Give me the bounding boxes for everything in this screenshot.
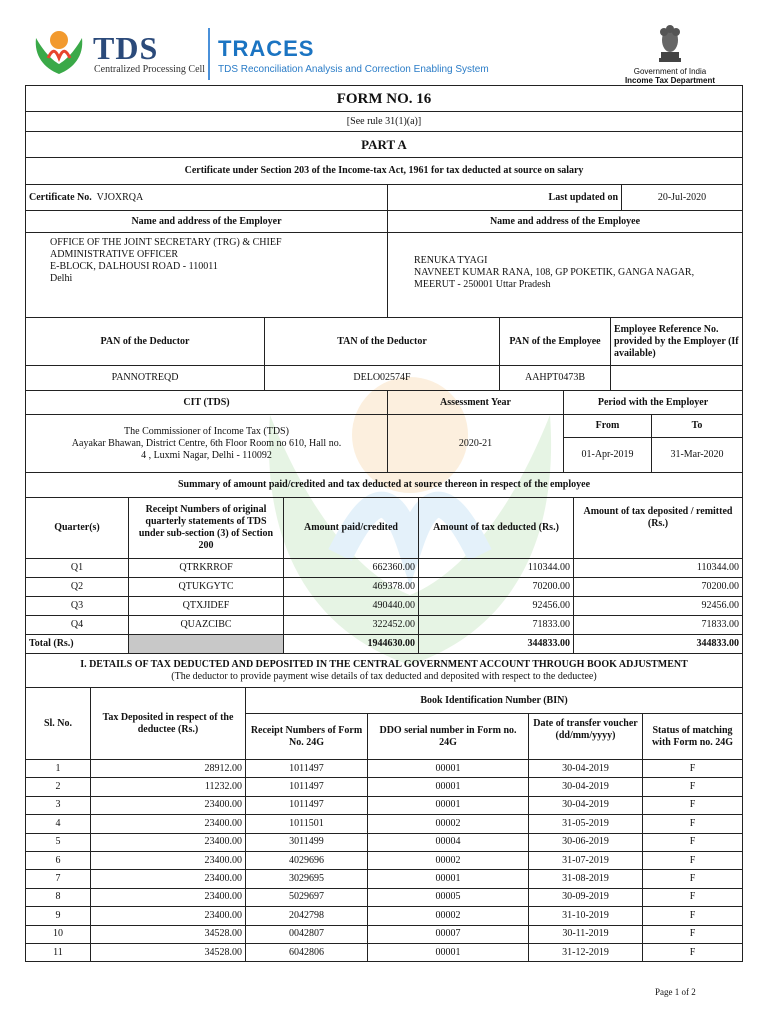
tax-cell: 23400.00 bbox=[91, 815, 246, 833]
table-row bbox=[26, 833, 743, 851]
sl-cell: 4 bbox=[26, 815, 91, 833]
employer-heading: Name and address of the Employer bbox=[26, 211, 388, 233]
cit-address-line: 4 , Luxmi Nagar, Delhi - 110092 bbox=[141, 449, 272, 461]
form-rule: [See rule 31(1)(a)] bbox=[26, 112, 743, 132]
cit-table bbox=[25, 390, 743, 498]
date-cell: 31-08-2019 bbox=[529, 870, 643, 888]
to-label: To bbox=[652, 416, 742, 438]
deducted-cell: 71833.00 bbox=[419, 616, 574, 635]
table-row bbox=[26, 851, 743, 869]
tax-cell: 23400.00 bbox=[91, 888, 246, 906]
tax-cell: 23400.00 bbox=[91, 907, 246, 925]
certificate-label: Certificate No. bbox=[29, 191, 92, 203]
deposited-cell: 92456.00 bbox=[574, 597, 743, 616]
total-deposited: 344833.00 bbox=[574, 635, 743, 654]
cit-address bbox=[26, 415, 388, 473]
receipt-cell: 5029697 bbox=[246, 888, 368, 906]
deducted-cell: 70200.00 bbox=[419, 578, 574, 597]
emp-ref bbox=[611, 366, 743, 391]
deposited-cell: 110344.00 bbox=[574, 559, 743, 578]
ddo-cell: 00002 bbox=[368, 851, 529, 869]
ddo-cell: 00004 bbox=[368, 833, 529, 851]
tds-brand: TDS bbox=[93, 30, 159, 66]
part-title: PART A bbox=[26, 132, 743, 158]
receipt-cell: 3029695 bbox=[246, 870, 368, 888]
bin-header-sl: Sl. No. bbox=[26, 688, 91, 760]
quarter-cell: Q3 bbox=[26, 597, 129, 616]
period-from bbox=[564, 415, 652, 473]
sl-cell: 9 bbox=[26, 907, 91, 925]
assessment-label: Assessment Year bbox=[388, 391, 564, 415]
cit-address-line: Aayakar Bhawan, District Centre, 6th Floor Room no 610, Hall no. bbox=[71, 437, 342, 449]
total-paid: 1944630.00 bbox=[284, 635, 419, 654]
pan-employee-label: PAN of the Employee bbox=[500, 318, 611, 366]
gov-line1: Government of India bbox=[633, 67, 707, 76]
date-cell: 31-12-2019 bbox=[529, 943, 643, 961]
receipt-cell: 2042798 bbox=[246, 907, 368, 925]
employer-address-line: E-BLOCK, DALHOUSI ROAD - 110011 bbox=[50, 261, 218, 272]
quarter-cell: Q4 bbox=[26, 616, 129, 635]
tax-cell: 34528.00 bbox=[91, 943, 246, 961]
traces-subtitle: TDS Reconciliation Analysis and Correction Enabling System bbox=[218, 64, 489, 75]
form-16 bbox=[25, 85, 742, 962]
summary-header-quarter: Quarter(s) bbox=[26, 498, 129, 559]
table-row bbox=[26, 796, 743, 814]
period-to bbox=[652, 415, 743, 473]
total-label: Total (Rs.) bbox=[26, 635, 129, 654]
table-row bbox=[26, 888, 743, 906]
tax-cell: 23400.00 bbox=[91, 870, 246, 888]
employer-address bbox=[26, 233, 388, 318]
tax-cell: 23400.00 bbox=[91, 796, 246, 814]
pan-tan-table bbox=[25, 317, 743, 391]
cit-address-line: The Commissioner of Income Tax (TDS) bbox=[124, 425, 289, 437]
sl-cell: 3 bbox=[26, 796, 91, 814]
certificate-no: VJOXRQA bbox=[96, 191, 144, 203]
date-cell: 31-07-2019 bbox=[529, 851, 643, 869]
table-row bbox=[26, 616, 743, 635]
bin-table bbox=[25, 687, 743, 962]
sl-cell: 7 bbox=[26, 870, 91, 888]
ddo-cell: 00002 bbox=[368, 815, 529, 833]
status-cell: F bbox=[643, 907, 743, 925]
tds-subtitle: Centralized Processing Cell bbox=[94, 64, 206, 75]
sl-cell: 11 bbox=[26, 943, 91, 961]
ddo-cell: 00001 bbox=[368, 796, 529, 814]
section1-subheading: (The deductor to provide payment wise details of tax deducted and deposited with respect to the deductee) bbox=[171, 670, 597, 682]
bin-header-bin: Book Identification Number (BIN) bbox=[246, 688, 743, 714]
sl-cell: 2 bbox=[26, 778, 91, 796]
table-row bbox=[26, 943, 743, 961]
bin-header-ddo: DDO serial number in Form no. 24G bbox=[368, 714, 529, 760]
summary-heading: Summary of amount paid/credited and tax deducted at source thereon in respect of the employee bbox=[26, 473, 743, 498]
receipt-cell: QTRKRROF bbox=[129, 559, 284, 578]
bin-rows bbox=[26, 760, 743, 962]
paid-cell: 490440.00 bbox=[284, 597, 419, 616]
last-updated-label: Last updated on bbox=[388, 185, 622, 211]
period-from-value: 01-Apr-2019 bbox=[581, 448, 634, 460]
total-receipt-blank bbox=[129, 635, 284, 654]
tan-deductor: DELO02574F bbox=[265, 366, 500, 391]
summary-header-paid: Amount paid/credited bbox=[284, 498, 419, 559]
pan-deductor-label: PAN of the Deductor bbox=[26, 318, 265, 366]
table-row bbox=[26, 559, 743, 578]
table-row bbox=[26, 870, 743, 888]
assessment-year: 2020-21 bbox=[388, 415, 564, 473]
tds-logo-icon bbox=[30, 28, 88, 76]
ddo-cell: 00002 bbox=[368, 907, 529, 925]
status-cell: F bbox=[643, 870, 743, 888]
form-header-table bbox=[25, 85, 743, 318]
summary-header-deposited: Amount of tax deposited / remitted (Rs.) bbox=[574, 498, 743, 559]
employer-address-line: ADMINISTRATIVE OFFICER bbox=[50, 249, 179, 260]
table-row bbox=[26, 925, 743, 943]
receipt-cell: QTUKGYTC bbox=[129, 578, 284, 597]
summary-table bbox=[25, 497, 743, 688]
employee-address-line: RENUKA TYAGI bbox=[414, 255, 488, 266]
deposited-cell: 71833.00 bbox=[574, 616, 743, 635]
ddo-cell: 00001 bbox=[368, 760, 529, 778]
employer-address-line: Delhi bbox=[50, 273, 73, 284]
date-cell: 31-05-2019 bbox=[529, 815, 643, 833]
receipt-cell: 3011499 bbox=[246, 833, 368, 851]
quarter-cell: Q1 bbox=[26, 559, 129, 578]
tax-cell: 23400.00 bbox=[91, 851, 246, 869]
traces-brand: TRACES bbox=[218, 36, 315, 61]
government-label bbox=[620, 67, 720, 85]
from-label: From bbox=[564, 416, 651, 438]
section1-heading-cell bbox=[26, 654, 743, 688]
employee-heading: Name and address of the Employee bbox=[388, 211, 743, 233]
page-header bbox=[0, 0, 768, 84]
status-cell: F bbox=[643, 760, 743, 778]
table-row bbox=[26, 578, 743, 597]
tax-cell: 23400.00 bbox=[91, 833, 246, 851]
deposited-cell: 70200.00 bbox=[574, 578, 743, 597]
receipt-cell: 6042806 bbox=[246, 943, 368, 961]
bin-header-date: Date of transfer voucher (dd/mm/yyyy) bbox=[529, 714, 643, 760]
bin-header-status: Status of matching with Form no. 24G bbox=[643, 714, 743, 760]
receipt-cell: QUAZCIBC bbox=[129, 616, 284, 635]
table-row bbox=[26, 778, 743, 796]
employee-address-line: NAVNEET KUMAR RANA, 108, GP POKETIK, GANGA NAGAR, bbox=[414, 267, 695, 278]
bin-header-tax: Tax Deposited in respect of the deductee (Rs.) bbox=[91, 688, 246, 760]
ddo-cell: 00005 bbox=[368, 888, 529, 906]
tax-cell: 28912.00 bbox=[91, 760, 246, 778]
ddo-cell: 00001 bbox=[368, 870, 529, 888]
emp-ref-label: Employee Reference No. provided by the Employer (If available) bbox=[611, 318, 743, 366]
date-cell: 30-04-2019 bbox=[529, 778, 643, 796]
date-cell: 30-11-2019 bbox=[529, 925, 643, 943]
receipt-cell: 1011497 bbox=[246, 796, 368, 814]
tan-deductor-label: TAN of the Deductor bbox=[265, 318, 500, 366]
sl-cell: 6 bbox=[26, 851, 91, 869]
date-cell: 31-10-2019 bbox=[529, 907, 643, 925]
receipt-cell: 1011501 bbox=[246, 815, 368, 833]
status-cell: F bbox=[643, 925, 743, 943]
page-number: Page 1 of 2 bbox=[655, 987, 696, 997]
receipt-cell: 1011497 bbox=[246, 760, 368, 778]
date-cell: 30-04-2019 bbox=[529, 796, 643, 814]
table-row bbox=[26, 815, 743, 833]
table-row bbox=[26, 760, 743, 778]
receipt-cell: 4029696 bbox=[246, 851, 368, 869]
deducted-cell: 110344.00 bbox=[419, 559, 574, 578]
employee-address bbox=[388, 233, 743, 318]
status-cell: F bbox=[643, 796, 743, 814]
receipt-cell: 1011497 bbox=[246, 778, 368, 796]
employee-address-line: MEERUT - 250001 Uttar Pradesh bbox=[414, 279, 551, 290]
pan-employee: AAHPT0473B bbox=[500, 366, 611, 391]
total-deducted: 344833.00 bbox=[419, 635, 574, 654]
receipt-cell: 0042807 bbox=[246, 925, 368, 943]
tax-cell: 11232.00 bbox=[91, 778, 246, 796]
sl-cell: 5 bbox=[26, 833, 91, 851]
header-divider bbox=[208, 28, 210, 80]
total-row bbox=[26, 635, 743, 654]
bin-header-receipt: Receipt Numbers of Form No. 24G bbox=[246, 714, 368, 760]
period-to-value: 31-Mar-2020 bbox=[670, 448, 724, 460]
sl-cell: 8 bbox=[26, 888, 91, 906]
status-cell: F bbox=[643, 815, 743, 833]
date-cell: 30-09-2019 bbox=[529, 888, 643, 906]
national-emblem-icon bbox=[655, 22, 685, 66]
quarter-cell: Q2 bbox=[26, 578, 129, 597]
ddo-cell: 00001 bbox=[368, 943, 529, 961]
ddo-cell: 00007 bbox=[368, 925, 529, 943]
status-cell: F bbox=[643, 833, 743, 851]
date-cell: 30-06-2019 bbox=[529, 833, 643, 851]
paid-cell: 469378.00 bbox=[284, 578, 419, 597]
tax-cell: 34528.00 bbox=[91, 925, 246, 943]
section1-heading: I. DETAILS OF TAX DEDUCTED AND DEPOSITED IN THE CENTRAL GOVERNMENT ACCOUNT THROUGH BOOK ADJUSTMENT bbox=[80, 658, 688, 670]
paid-cell: 662360.00 bbox=[284, 559, 419, 578]
pan-deductor: PANNOTREQD bbox=[26, 366, 265, 391]
receipt-cell: QTXJIDEF bbox=[129, 597, 284, 616]
cit-label: CIT (TDS) bbox=[26, 391, 388, 415]
certificate-heading: Certificate under Section 203 of the Income-tax Act, 1961 for tax deducted at source on salary bbox=[26, 158, 743, 185]
status-cell: F bbox=[643, 943, 743, 961]
certificate-no-cell bbox=[26, 185, 388, 211]
last-updated-value: 20-Jul-2020 bbox=[622, 185, 743, 211]
date-cell: 30-04-2019 bbox=[529, 760, 643, 778]
table-row bbox=[26, 907, 743, 925]
form-title: FORM NO. 16 bbox=[26, 86, 743, 112]
deducted-cell: 92456.00 bbox=[419, 597, 574, 616]
summary-header-receipt: Receipt Numbers of original quarterly statements of TDS under sub-section (3) of Section 200 bbox=[129, 498, 284, 559]
ddo-cell: 00001 bbox=[368, 778, 529, 796]
gov-line2: Income Tax Department bbox=[624, 76, 716, 85]
status-cell: F bbox=[643, 778, 743, 796]
employer-address-line: OFFICE OF THE JOINT SECRETARY (TRG) & CHIEF bbox=[50, 237, 282, 248]
status-cell: F bbox=[643, 851, 743, 869]
paid-cell: 322452.00 bbox=[284, 616, 419, 635]
status-cell: F bbox=[643, 888, 743, 906]
summary-header-deducted: Amount of tax deducted (Rs.) bbox=[419, 498, 574, 559]
table-row bbox=[26, 597, 743, 616]
period-label: Period with the Employer bbox=[564, 391, 743, 415]
sl-cell: 10 bbox=[26, 925, 91, 943]
sl-cell: 1 bbox=[26, 760, 91, 778]
